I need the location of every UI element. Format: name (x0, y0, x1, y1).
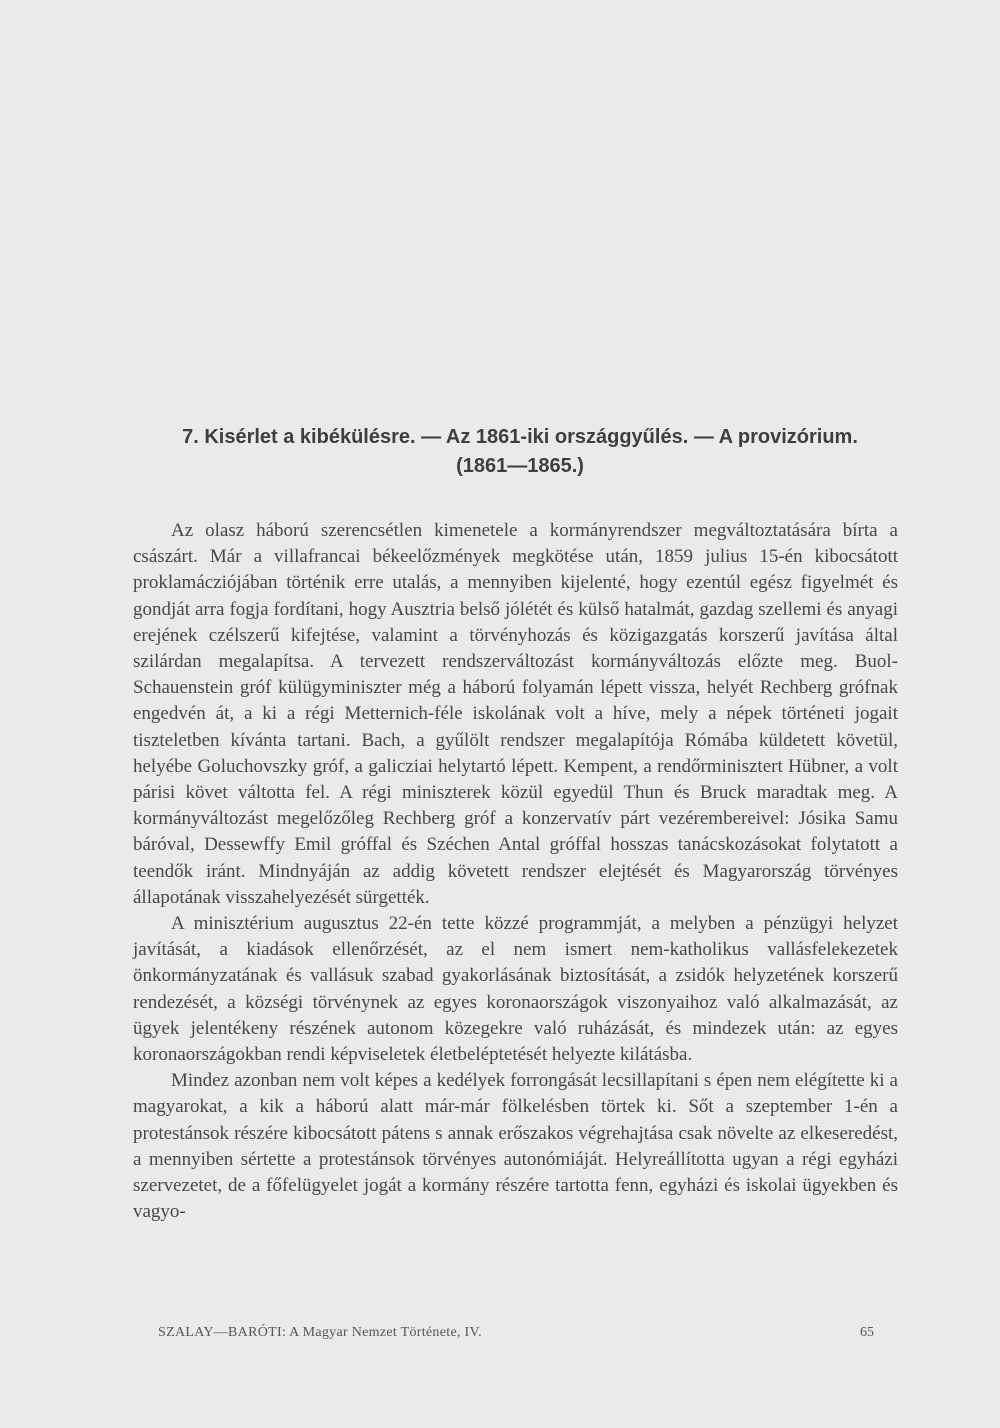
paragraph: Az olasz háború szerencsétlen kimenetele a kormányrendszer megváltoztatására bírta a császárt. Már a villafrancai békeelőzmények megkötése után, 1859 julius 15-én kibocsátott proklamácziójában történik erre utalás, a mennyiben kijelenté, hogy ezentúl egész figyelmét és gondját arra fogja fordítani, hogy Ausztria belső jólétét és külső hatalmát, gazdag szellemi és anyagi erejének czélszerű kifejtése, valamint a törvényhozás és közigazgatás korszerű javítása által szilárdan megalapítsa. A tervezett rendszerváltozást kormányváltozás előzte meg. Buol-Schauenstein gróf külügyminiszter még a háború folyamán lépett vissza, helyét Rechberg grófnak engedvén át, a ki a régi Metternich-féle iskolának volt a híve, mely a népek történeti jogait tiszteletben kívánta tartani. Bach, a gyűlölt rendszer megalapítója Rómába küldetett követül, helyébe Goluchovszky gróf, a galicziai helytartó lépett. Kempent, a rendőrminisztert Hübner, a volt párisi követ váltotta fel. A régi miniszterek közül egyedül Thun és Bruck maradtak meg. A kormányváltozást megelőzőleg Rechberg gróf a konzervatív párt vezérembereivel: Jósika Samu báróval, Dessewffy Emil gróffal és Széchen Antal gróffal hosszas tanácskozásokat folytatott a teendők iránt. Mindnyáján az addig követett rendszer elejtését és Magyarország törvényes állapotának visszahelyezését sürgették. (133, 520, 898, 908)
chapter-title: 7. Kisérlet a kibékülésre. — Az 1861-iki országgyűlés. — A provizórium. (182, 426, 858, 448)
body-text (133, 518, 898, 1225)
signature-mark: SZALAY—BARÓTI: A Magyar Nemzet Története, IV. (158, 1325, 482, 1340)
chapter-years: (1861—1865.) (456, 455, 584, 477)
page-number: 65 (860, 1325, 874, 1340)
paragraph: Mindez azonban nem volt képes a kedélyek forrongását lecsillapítani s épen nem elégítette ki a magyarokat, a kik a háború alatt már-már fölkelésben törtek ki. Sőt a szeptember 1-én a protestánsok részére kibocsátott pátens s annak erőszakos végrehajtása csak növelte az elkeseredést, a mennyiben sértette a protestánsok törvényes autonómiáját. Helyreállította ugyan a régi egyházi szervezetet, de a főfelügyelet jogát a kormány részére tartotta fenn, egyházi és iskolai ügyekben és vagyo- (133, 1070, 898, 1223)
paragraph: A minisztérium augusztus 22-én tette közzé programmját, a melyben a pénzügyi helyzet javítását, a kiadások ellenőrzését, az el nem ismert nem-katholikus vallásfelekezetek önkormányzatának és vallásuk szabad gyakorlásának biztosítását, a zsidók helyzetének korszerű rendezését, a községi törvénynek az egyes koronaországok viszonyaihoz való alkalmazását, az ügyek jelentékeny részének autonom közegekre való ruházását, és mindezek után: az egyes koronaországokban rendi képviseletek életbeléptetését helyezte kilátásba. (133, 913, 898, 1066)
